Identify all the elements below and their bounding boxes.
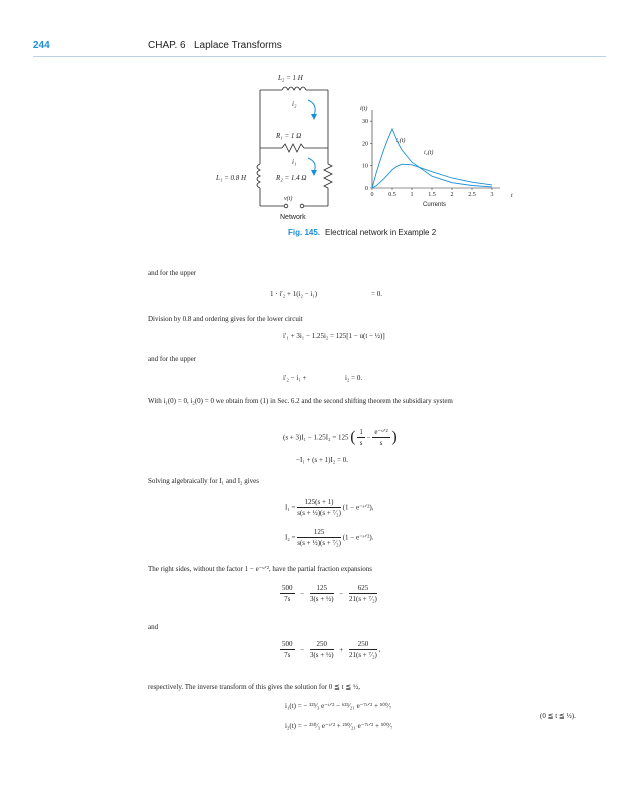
paragraph-8: respectively. The inverse transform of this gives the solution for 0 ≦ t ≦ ½, <box>148 683 360 691</box>
comma: , <box>378 645 381 654</box>
x-tick-label: 3 <box>490 192 494 198</box>
paren-close: ) <box>391 428 397 446</box>
current-plot <box>360 105 513 208</box>
frac-num: 250 <box>349 640 377 650</box>
pf2-term-2 <box>310 640 334 659</box>
frac-num: 125(s + 1) <box>297 498 341 508</box>
x-tick-label: 1.5 <box>428 192 436 198</box>
frac-num: 625 <box>349 584 377 594</box>
x-axis-variable: t <box>511 193 513 199</box>
chapter-number: CHAP. 6 <box>148 40 186 51</box>
x-tick-label: 0 <box>370 192 374 198</box>
label-L2: L₂ = 1 H <box>278 74 303 82</box>
figure-145 <box>200 66 530 226</box>
pf1-term-1 <box>280 584 295 603</box>
header-rule <box>33 56 606 57</box>
paragraph-3: and for the upper <box>148 355 197 363</box>
pf2-term-3 <box>349 640 377 659</box>
frac-den: s <box>379 439 383 447</box>
figure-caption-text: Electrical network in Example 2 <box>325 228 437 237</box>
frac-num: 125 <box>310 584 334 594</box>
minus-sign: − <box>366 433 371 442</box>
label-network: Network <box>280 214 306 221</box>
solution-range: (0 ≦ t ≦ ½). <box>540 712 576 720</box>
frac-den: s <box>359 439 363 447</box>
partial-fractions-2 <box>280 640 380 659</box>
series-label-i1: i₁(t) <box>396 138 406 144</box>
frac-den: 3(s + ½) <box>309 651 334 659</box>
y-tick-label: 20 <box>362 141 368 148</box>
pf1-term-3 <box>349 584 377 603</box>
y-axis-label: i(t) <box>360 106 368 112</box>
equation-5b <box>285 528 373 547</box>
current-arrow-i2-head <box>311 114 317 120</box>
chapter-title: Laplace Transforms <box>193 40 282 51</box>
equation-4a-lhs: (s + 3)I₁ − 1.25I₂ = 125 <box>283 433 349 442</box>
frac-den: 21(s + ⁷⁄₂) <box>349 595 377 603</box>
minus-sign: − <box>339 589 344 598</box>
solution-i1: i₁(t) = − ¹²⁵⁄₃ e⁻ᵗᐟ² − ⁶²⁵⁄₂₁ e⁻⁷ᵗᐟ² + ⁵⁰⁰⁄₇ <box>285 702 392 710</box>
minus-sign: − <box>300 589 305 598</box>
resistor-R2 <box>324 164 332 188</box>
equation-5b-fraction <box>297 528 341 547</box>
frac-den: 7s <box>284 651 291 659</box>
x-tick-label: 2.5 <box>468 192 476 198</box>
inductor-L1 <box>257 164 260 188</box>
minus-sign: − <box>300 645 305 654</box>
label-R2: R₂ = 1.4 Ω <box>276 174 307 182</box>
terminal-right <box>300 204 304 208</box>
solution-i2: i₂(t) = − ²⁵⁰⁄₃ e⁻ᵗᐟ² + ²⁵⁰⁄₂₁ e⁻⁷ᵗᐟ² + ⁵⁰⁰⁄₇ <box>285 722 393 730</box>
x-tick-label: 2 <box>450 192 454 198</box>
terminal-left <box>284 204 288 208</box>
equation-5b-tail: (1 − e⁻ˢᐟ²). <box>342 533 374 542</box>
equation-5b-lhs: I₂ = <box>285 533 296 542</box>
running-header <box>148 40 282 51</box>
paragraph-6: The right sides, without the factor 1 − e⁻ˢᐟ², have the partial fraction expansions <box>148 565 372 573</box>
frac-den: s(s + ½)(s + ⁷⁄₂) <box>297 539 341 547</box>
frac-den: 21(s + ⁷⁄₂) <box>349 651 377 659</box>
y-tick-label: 10 <box>362 163 368 170</box>
equation-5a-fraction <box>297 498 341 517</box>
paragraph-5: Solving algebraically for I₁ and I₂ gives <box>148 477 260 485</box>
equation-3-rhs: i₂ = 0. <box>345 374 363 382</box>
paragraph-7: and <box>148 623 159 631</box>
equation-5a-lhs: I₁ = <box>285 503 296 512</box>
paragraph-2: Division by 0.8 and ordering gives for the lower circuit <box>148 315 303 323</box>
equation-1-rhs: = 0. <box>371 290 382 298</box>
pf2-term-1 <box>280 640 295 659</box>
paren-open: ( <box>350 428 356 446</box>
label-v: v(t) <box>284 196 293 202</box>
frac-num: 250 <box>310 640 334 650</box>
x-axis-label: Currents <box>423 202 447 208</box>
frac-num: 1 <box>359 428 363 436</box>
pf1-term-2 <box>310 584 334 603</box>
frac-num: e⁻ˢᐟ² <box>374 428 388 436</box>
equation-4a-fraction-2 <box>372 428 389 447</box>
frac-num: 500 <box>282 584 293 592</box>
current-arrow-i1-head <box>311 170 317 176</box>
plus-sign: + <box>339 645 344 654</box>
series-line-i1 <box>372 129 492 188</box>
equation-5a <box>285 498 373 517</box>
equation-3-lhs: i′₂ − i₁ + <box>283 374 307 382</box>
series-label-i2: i₂(t) <box>424 150 434 156</box>
figure-label: Fig. 145. <box>288 228 321 237</box>
x-tick-label: 0.5 <box>388 192 396 198</box>
label-R1: R₁ = 1 Ω <box>276 132 302 140</box>
y-tick-label: 30 <box>362 119 368 126</box>
partial-fractions-1 <box>280 584 377 603</box>
frac-num: 125 <box>297 528 341 538</box>
frac-den: 7s <box>284 595 291 603</box>
resistor-R1 <box>282 144 304 152</box>
equation-4a-fraction-1 <box>357 428 365 447</box>
x-tick-label: 1 <box>410 192 414 198</box>
label-i1: i₁ <box>292 158 297 166</box>
paragraph-1: and for the upper <box>148 269 197 277</box>
label-i2: i₂ <box>292 100 297 108</box>
frac-den: 3(s + ½) <box>309 595 334 603</box>
current-arrow-i2 <box>308 100 315 116</box>
frac-den: s(s + ½)(s + ⁷⁄₂) <box>297 509 341 517</box>
equation-4b: −I₁ + (s + 1)I₂ = 0. <box>296 456 348 464</box>
equation-1-lhs: 1 · i′₂ + 1(i₂ − i₁) <box>270 290 318 298</box>
inductor-L2 <box>282 87 306 90</box>
label-L1: L₁ = 0.8 H <box>216 174 247 182</box>
paragraph-4: With i₁(0) = 0, i₂(0) = 0 we obtain from (1) in Sec. 6.2 and the second shifting theorem the subsidiary system <box>148 397 453 405</box>
equation-5a-tail: (1 − e⁻ˢᐟ²), <box>342 503 374 512</box>
frac-num: 500 <box>282 640 293 648</box>
equation-2: i′₁ + 3i₁ − 1.25i₂ = 125[1 − u(t − ½)] <box>283 332 385 340</box>
equation-4a <box>283 428 397 447</box>
current-arrow-i1 <box>308 158 315 172</box>
y-tick-label: 0 <box>365 186 368 192</box>
figure-caption <box>288 228 436 237</box>
page-number: 244 <box>33 40 50 51</box>
